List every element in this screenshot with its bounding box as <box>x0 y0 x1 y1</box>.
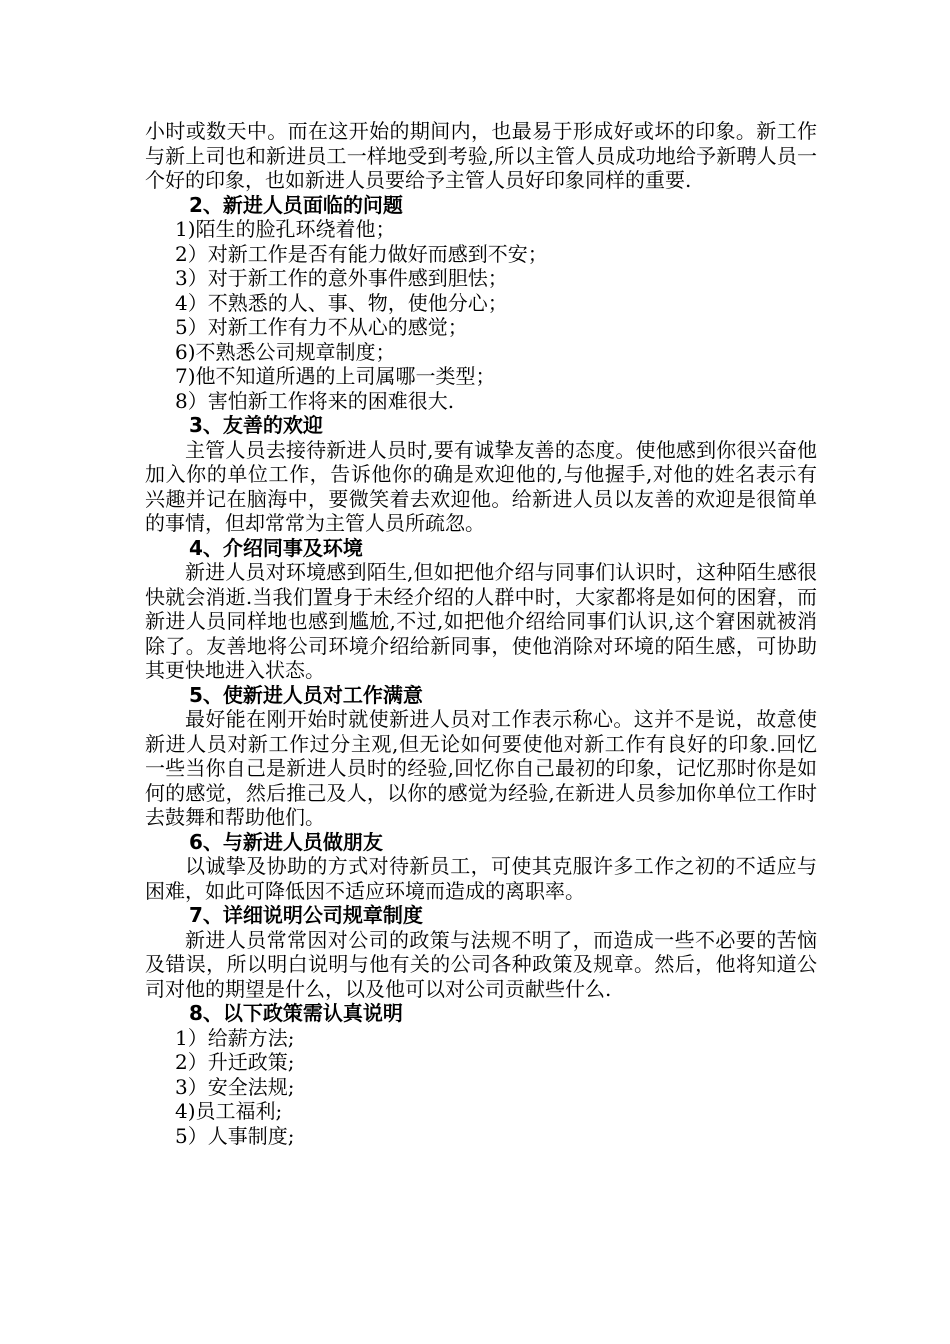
section-6-heading: 6、与新进人员做朋友 <box>189 829 383 854</box>
list-item: 8）害怕新工作将来的困难很大. <box>175 388 455 413</box>
list-item: 3）安全法规; <box>175 1074 295 1099</box>
list-item: 2）对新工作是否有能力做好而感到不安； <box>175 241 548 266</box>
intro-paragraph: 小时或数天中。而在这开始的期间内，也最易于形成好或坏的印象。新工作与新上司也和新进员工一样地受到考验,所以主管人员成功地给予新聘人员一个好的印象，也如新进人员要给予主管人员好印象同样的重要. <box>145 119 817 192</box>
section-6-paragraph: 以诚挚及协助的方式对待新员工，可使其克服许多工作之初的不适应与困难，如此可降低因不适应环境而造成的离职率。 <box>145 854 817 903</box>
list-item: 5）对新工作有力不从心的感觉； <box>175 315 468 339</box>
list-item: 4)员工福利; <box>175 1099 283 1123</box>
list-item: 2）升迁政策; <box>175 1050 295 1074</box>
list-item: 1)陌生的脸孔环绕着他； <box>175 217 396 241</box>
section-8-heading: 8、以下政策需认真说明 <box>189 1001 403 1025</box>
section-3-heading: 3、友善的欢迎 <box>189 413 323 437</box>
section-7-paragraph: 新进人员常常因对公司的政策与法规不明了，而造成一些不必要的苦恼及错误，所以明白说明与他有关的公司各种政策及规章。然后，他将知道公司对他的期望是什么，以及他可以对公司贡献些什么. <box>145 927 817 1001</box>
list-item: 4）不熟悉的人、事、物，使他分心； <box>175 290 508 315</box>
section-5-paragraph: 最好能在刚开始时就使新进人员对工作表示称心。这并不是说，故意使新进人员对新工作过分主观,但无论如何要使他对新工作有良好的印象.回忆一些当你自己是新进人员时的经验,回忆你自己最初的印象，记忆那时你是如何的感觉，然后推己及人，以你的感觉为经验,在新进人员参加你单位工作时去鼓舞和帮助他们。 <box>145 707 817 829</box>
section-5-heading: 5、使新进人员对工作满意 <box>189 682 423 707</box>
section-8-list <box>145 1026 817 1149</box>
list-item: 1）给薪方法; <box>175 1025 295 1050</box>
document-body <box>145 119 817 1148</box>
list-item: 3）对于新工作的意外事件感到胆怯； <box>175 266 508 290</box>
section-3-paragraph: 主管人员去接待新进人员时,要有诚挚友善的态度。使他感到你很兴奋他加入你的单位工作，告诉他你的确是欢迎他的,与他握手,对他的姓名表示有兴趣并记在脑海中，要微笑着去欢迎他。给新进人员以友善的欢迎是很简单的事情，但却常常为主管人员所疏忽。 <box>145 437 817 535</box>
section-4-heading: 4、介绍同事及环境 <box>189 535 363 560</box>
list-item: 7)他不知道所遇的上司属哪一类型； <box>175 364 496 388</box>
section-2-list <box>145 217 817 413</box>
list-item: 5）人事制度; <box>175 1123 295 1148</box>
section-4-paragraph: 新进人员对环境感到陌生,但如把他介绍与同事们认识时，这种陌生感很快就会消逝.当我们置身于未经介绍的人群中时，大家都将是如何的困窘，而新进人员同样地也感到尴尬,不过,如把他介绍给同事们认识,这个窘困就被消除了。友善地将公司环境介绍给新同事，使他消除对环境的陌生感，可协助其更快地进入状态。 <box>145 560 817 682</box>
section-2-heading: 2、新进人员面临的问题 <box>189 192 403 217</box>
list-item: 6)不熟悉公司规章制度； <box>175 339 396 364</box>
section-7-heading: 7、详细说明公司规章制度 <box>189 903 423 927</box>
